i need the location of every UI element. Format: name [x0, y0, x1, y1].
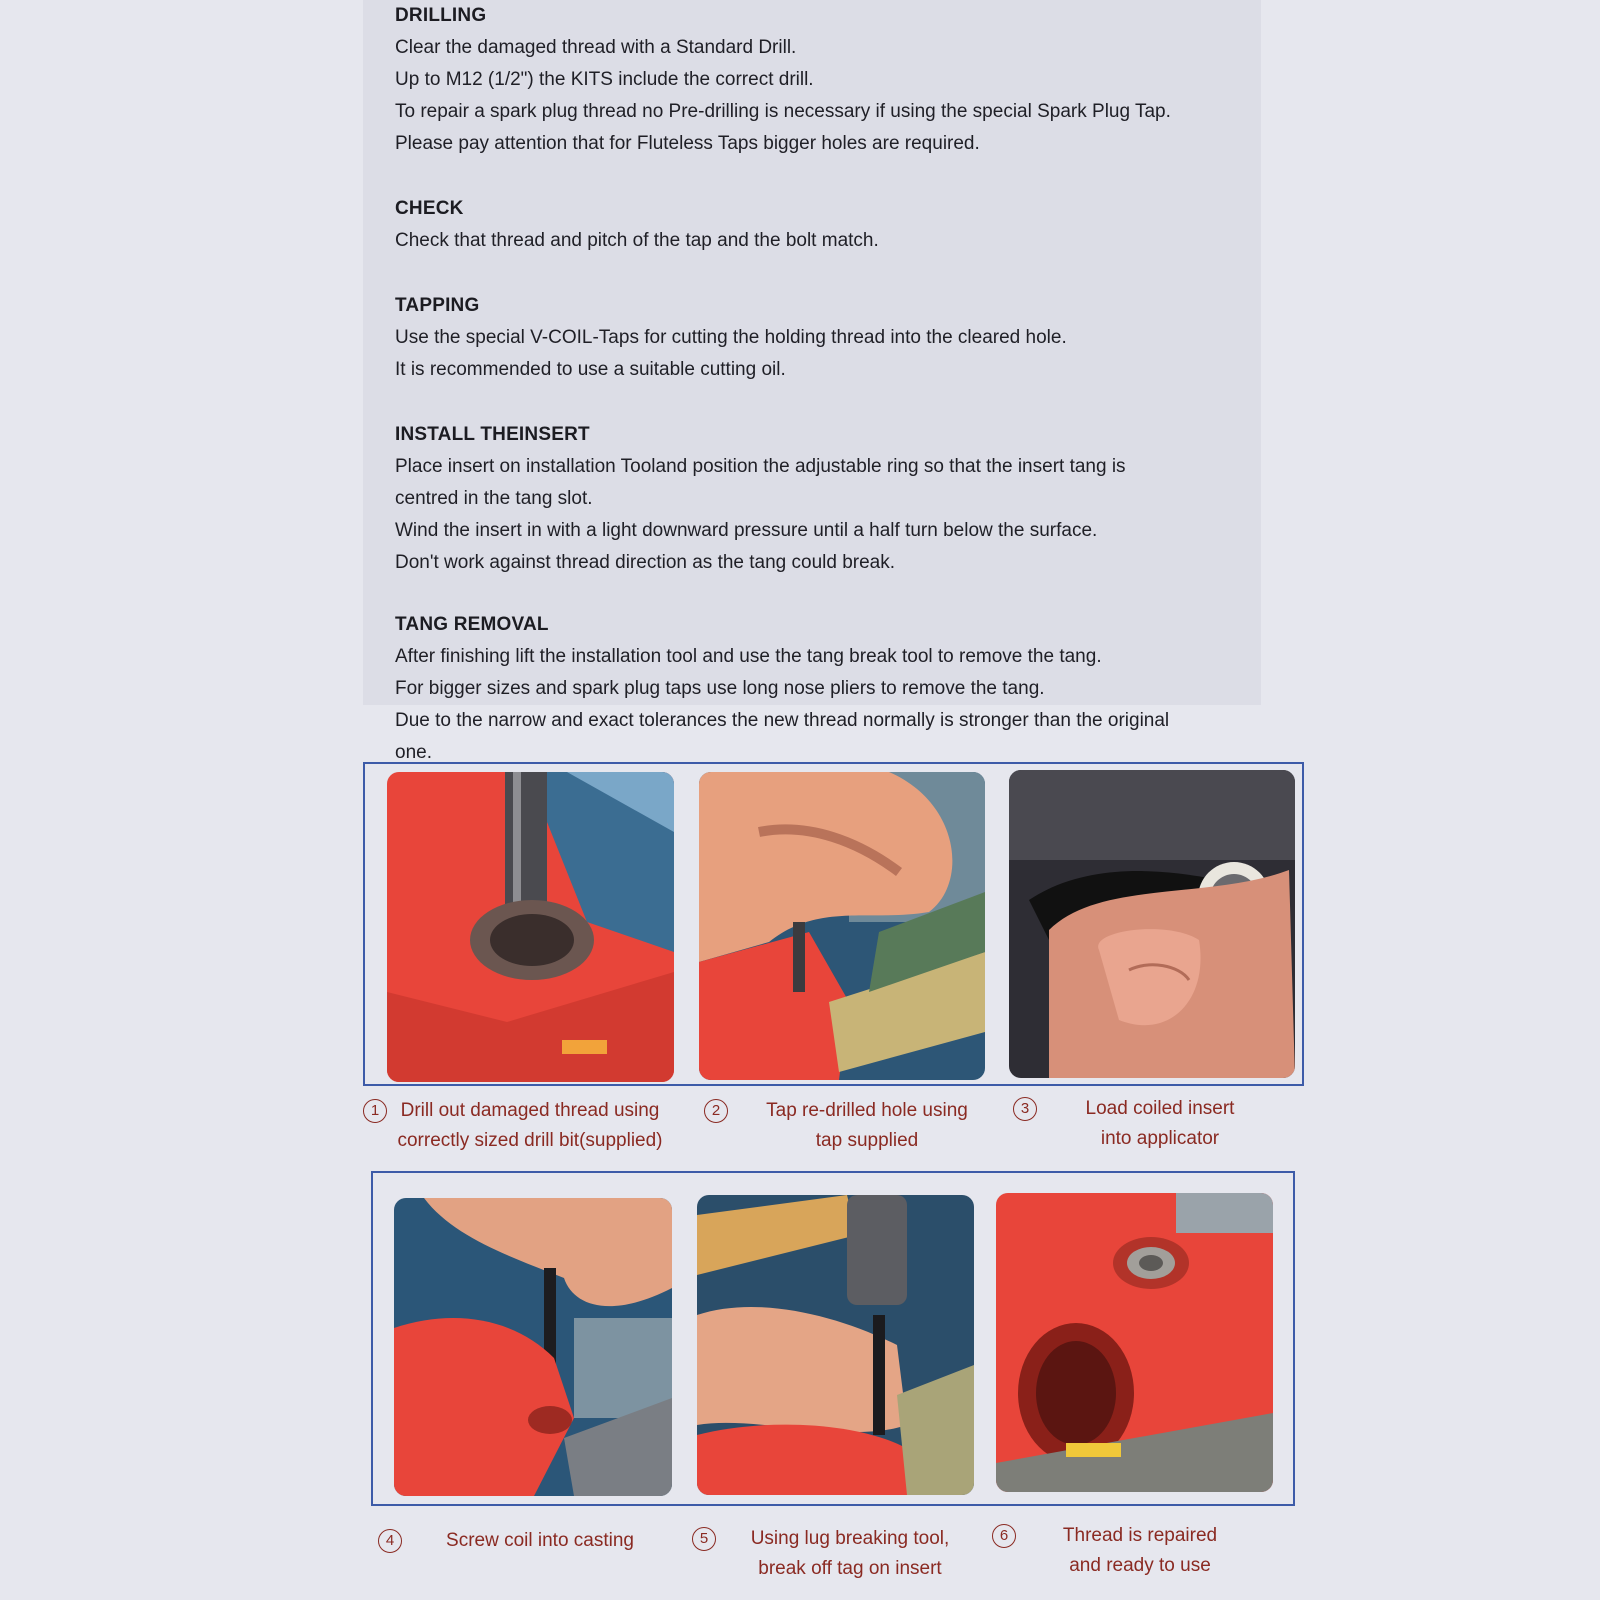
caption-line: and ready to use — [1069, 1555, 1211, 1576]
section-line: To repair a spark plug thread no Pre-drilling is necessary if using the special Spark Plug Tap. — [395, 101, 1171, 122]
section-line: After finishing lift the installation tool and use the tang break tool to remove the tang. — [395, 646, 1102, 667]
section-title: CHECK — [395, 198, 464, 219]
caption-line: Using lug breaking tool, — [750, 1528, 950, 1549]
section-line: Don't work against thread direction as the tang could break. — [395, 552, 896, 573]
step-caption-4 — [420, 1526, 660, 1556]
step-caption-6 — [1030, 1521, 1250, 1581]
section-install-insert — [395, 419, 1275, 579]
section-line: Wind the insert in with a light downward pressure until a half turn below the surface. — [395, 520, 1098, 541]
step-caption-1 — [380, 1096, 680, 1156]
section-line: Use the special V-COIL-Taps for cutting the holding thread into the cleared hole. — [395, 327, 1067, 348]
section-line: one. — [395, 742, 432, 763]
photo-drilling — [387, 772, 674, 1082]
photo-break-tang — [697, 1195, 974, 1495]
caption-line: Screw coil into casting — [446, 1530, 634, 1551]
caption-line: Load coiled insert — [1085, 1098, 1235, 1119]
section-line: Place insert on installation Tooland position the adjustable ring so that the insert tang is — [395, 456, 1126, 477]
section-title: DRILLING — [395, 5, 487, 26]
section-line: centred in the tang slot. — [395, 488, 593, 509]
step-number-1: 1 — [363, 1099, 387, 1123]
section-line: For bigger sizes and spark plug taps use long nose pliers to remove the tang. — [395, 678, 1045, 699]
caption-line: Thread is repaired — [1062, 1525, 1218, 1546]
section-title: INSTALL THEINSERT — [395, 424, 590, 445]
step-number-4: 4 — [378, 1529, 402, 1553]
caption-line: break off tag on insert — [758, 1558, 942, 1579]
caption-line: correctly sized drill bit(supplied) — [397, 1130, 663, 1151]
caption-line: Tap re-drilled hole using — [766, 1100, 968, 1121]
step-caption-5 — [720, 1524, 980, 1584]
step-number-6: 6 — [992, 1524, 1016, 1548]
section-line: Check that thread and pitch of the tap and the bolt match. — [395, 230, 879, 251]
section-line: Clear the damaged thread with a Standard Drill. — [395, 37, 797, 58]
section-line: Due to the narrow and exact tolerances the new thread normally is stronger than the original — [395, 710, 1170, 731]
section-title: TANG REMOVAL — [395, 614, 549, 635]
section-line: Up to M12 (1/2") the KITS include the correct drill. — [395, 69, 814, 90]
step-number-2: 2 — [704, 1099, 728, 1123]
step-caption-3 — [1040, 1094, 1280, 1154]
photo-screw-coil — [394, 1198, 672, 1496]
step-number-3: 3 — [1013, 1097, 1037, 1121]
section-line: Please pay attention that for Fluteless Taps bigger holes are required. — [395, 133, 980, 154]
photo-tapping — [699, 772, 985, 1080]
section-title: TAPPING — [395, 295, 480, 316]
photo-repaired-thread — [996, 1193, 1273, 1492]
caption-line: tap supplied — [815, 1130, 919, 1151]
section-check — [395, 193, 1275, 257]
section-drilling — [395, 0, 1275, 160]
caption-line: into applicator — [1100, 1128, 1220, 1149]
step-number-5: 5 — [692, 1527, 716, 1551]
step-caption-2 — [727, 1096, 1007, 1156]
section-line: It is recommended to use a suitable cutting oil. — [395, 359, 786, 380]
caption-line: Drill out damaged thread using — [400, 1100, 660, 1121]
photo-insert-applicator — [1009, 770, 1295, 1078]
section-tapping — [395, 290, 1275, 386]
section-tang-removal — [395, 609, 1275, 769]
